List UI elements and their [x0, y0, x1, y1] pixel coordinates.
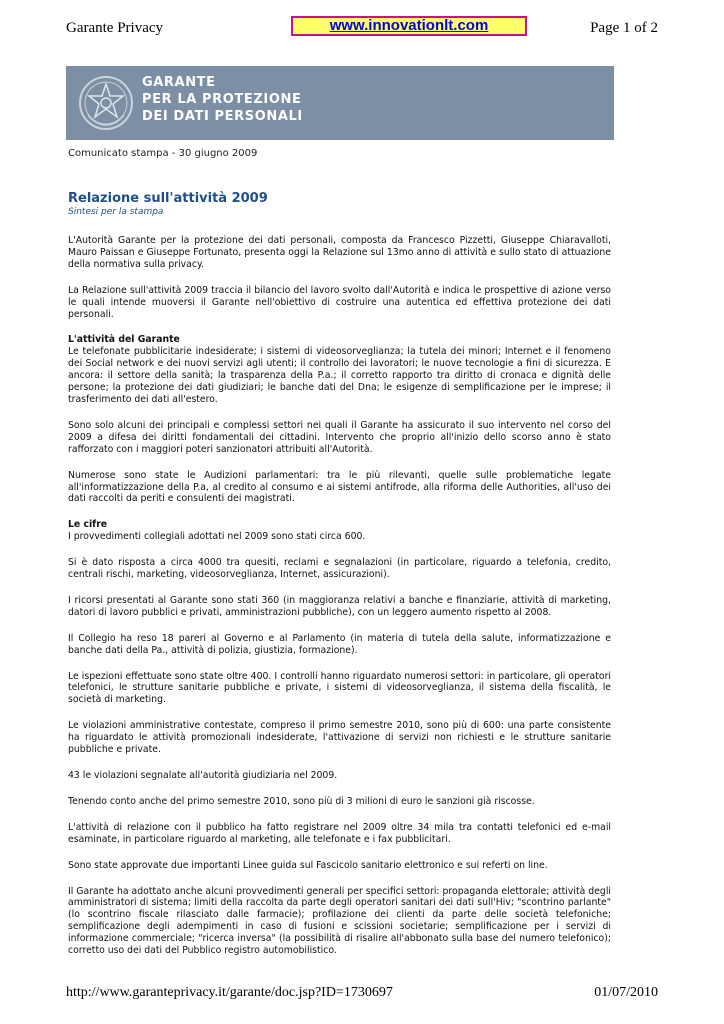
footer-url[interactable]: http://www.garanteprivacy.it/garante/doc.jsp?ID=1730697	[66, 985, 393, 1000]
article-body	[68, 235, 611, 971]
paragraph: Si è dato risposta a circa 4000 tra quesiti, reclami e segnalazioni (in particolare, riguardo a telefonia, credito, centrali rischi, marketing, videosorveglianza, Internet, assicurazioni).	[68, 557, 611, 581]
paragraph: Tenendo conto anche del primo semestre 2010, sono più di 3 milioni di euro le sanzioni già riscosse.	[68, 795, 535, 807]
banner-line: PER LA PROTEZIONE	[142, 92, 302, 107]
banner-line: DEI DATI PERSONALI	[142, 109, 303, 124]
press-release-date: Comunicato stampa - 30 giugno 2009	[68, 148, 258, 159]
header-link[interactable]: www.innovationlt.com	[291, 16, 527, 36]
paragraph: Il Garante ha adottato anche alcuni provvedimenti generali per specifici settori: propaganda elettorale; attività degli amministratori di sistema; limiti della raccolta da parte degli operatori sanitari dei dati sull'Hiv; "scontrino parlante" (lo scontrino fiscale rilasciato dalle farmacie); profilazione dei clienti da parte delle società telefoniche; semplificazione degli adempimenti in caso di fusioni e scissioni societarie; semplificazione per i servizi di informazione commerciale; "ricerca inversa" (la possibilità di risalire all'abbonato sulla base del numero telefonico); corretto uso dei dati del Pubblico registro automobilistico.	[68, 885, 611, 957]
banner-line: GARANTE	[142, 75, 216, 90]
footer-date: 01/07/2010	[594, 985, 658, 1000]
paragraph: I provvedimenti collegiali adottati nel 2009 sono stati circa 600.	[68, 531, 366, 543]
banner-title	[142, 74, 303, 125]
article-subtitle: Sintesi per la stampa	[68, 207, 164, 217]
paragraph: Sono solo alcuni dei principali e complessi settori nei quali il Garante ha assicurato il suo intervento nel corso del 2009 a difesa dei diritti fondamentali dei cittadini. Intervento che proprio all'inizio dello scorso anno è stato rafforzato con i maggiori poteri sanzionatori attribuiti all'Autorità.	[68, 419, 611, 455]
paragraph: 43 le violazioni segnalate all'autorità giudiziaria nel 2009.	[68, 770, 338, 781]
article-title: Relazione sull'attività 2009	[68, 191, 268, 206]
paragraph: Le telefonate pubblicitarie indesiderate; i sistemi di videosorveglianza; la tutela dei minori; Internet e il fenomeno dei Social network e dei nuovi servizi agli utenti; il controllo dei lavoratori; le nuove tecnologie a fini di sicurezza. E ancora: il settore della sanità; la trasparenza della P.a.; il corretto rapporto tra diritto di cronaca e dignità delle persone; la protezione dei dati giudiziari; le banche dati del Dna; le esigenze di semplificazione per le imprese; il trasferimento dei dati all'estero.	[68, 346, 611, 405]
garante-banner	[66, 66, 614, 140]
section-heading: Le cifre	[68, 519, 108, 531]
paragraph: Le ispezioni effettuate sono state oltre 400. I controlli hanno riguardato numerosi settori: in particolare, gli operatori telefonici, le strutture sanitarie pubbliche e private, i sistemi di videosorveglianza, il sistema della fiscalità, le società di marketing.	[68, 670, 611, 706]
paragraph: L'attività di relazione con il pubblico ha fatto registrare nel 2009 oltre 34 mila tra contatti telefonici ed e-mail esaminate, in particolare riguardo al marketing, alle telefonate e i fax pubblicitari.	[68, 821, 611, 845]
header-site-name: Garante Privacy	[66, 20, 164, 36]
paragraph: Le violazioni amministrative contestate, compreso il primo semestre 2010, sono più di 600: una parte consistente ha riguardato le attività promozionali indesiderate, l'attivazione di servizi non richiesti e le strutture sanitarie pubbliche e private.	[68, 720, 611, 756]
italian-republic-emblem-icon	[78, 75, 134, 131]
section-heading: L'attività del Garante	[68, 334, 180, 346]
paragraph: Numerose sono state le Audizioni parlamentari: tra le più rilevanti, quelle sulle problematiche legate all'informatizzazione della P.a, al credito al consumo e ai sistemi antifrode, alla riforma delle Authorities, all'uso dei dati raccolti da periti e consulenti dei magistrati.	[68, 469, 611, 505]
paragraph: I ricorsi presentati al Garante sono stati 360 (in maggioranza relativi a banche e finanziarie, attività di marketing, datori di lavoro pubblici e privati, amministrazioni pubbliche), con un leggero aumento rispetto al 2008.	[68, 594, 611, 618]
paragraph: Il Collegio ha reso 18 pareri al Governo e al Parlamento (in materia di tutela della salute, informatizzazione e banche dati della Pa., attività di polizia, giustizia, formazione).	[68, 632, 611, 656]
paragraph: Sono state approvate due importanti Linee guida sul Fascicolo sanitario elettronico e sui referti on line.	[68, 859, 548, 871]
header-page-number: Page 1 of 2	[590, 20, 658, 36]
paragraph: La Relazione sull'attività 2009 traccia il bilancio del lavoro svolto dall'Autorità e indica le prospettive di azione verso le quali intende muoversi il Garante nell'obiettivo di costruire una autentica ed effettiva protezione dei dati personali.	[68, 284, 611, 320]
paragraph: L'Autorità Garante per la protezione dei dati personali, composta da Francesco Pizzetti, Giuseppe Chiaravalloti, Mauro Paissan e Giuseppe Fortunato, presenta oggi la Relazione sul 13mo anno di attività e sullo stato di attuazione della normativa sulla privacy.	[68, 235, 611, 270]
